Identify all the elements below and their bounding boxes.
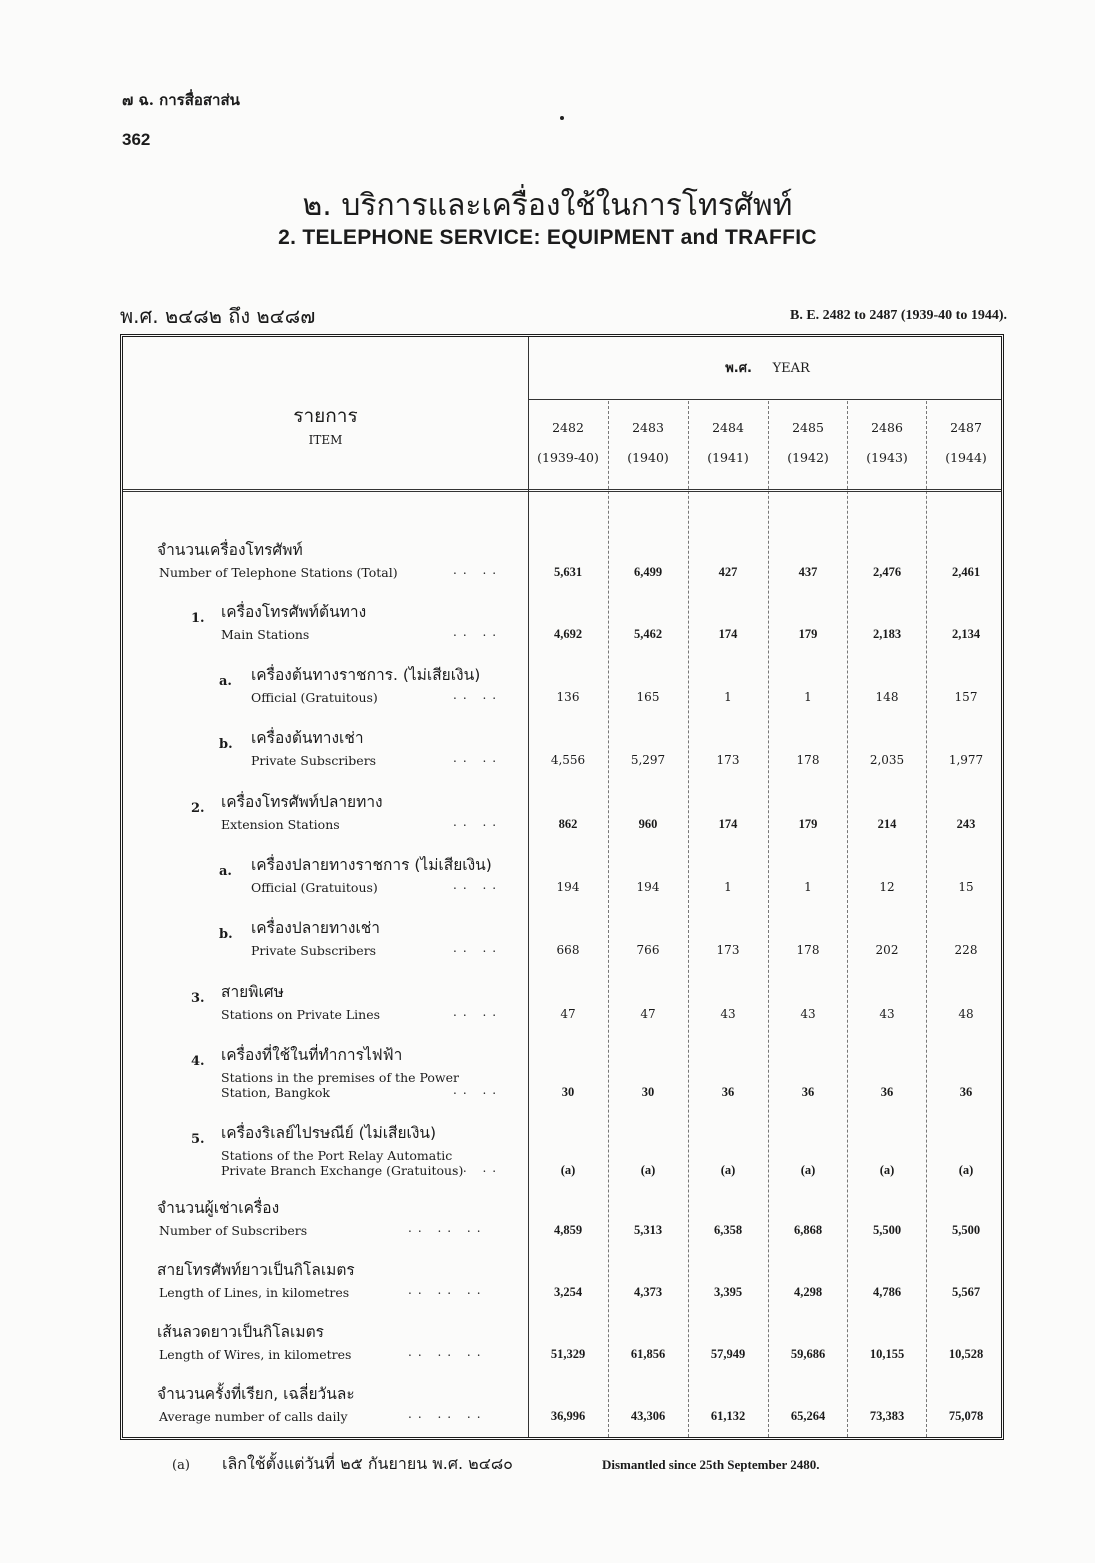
table-cell: 48	[958, 1007, 974, 1021]
column-divider	[608, 401, 609, 1437]
table-cell: 4,298	[793, 1285, 823, 1299]
table-cell: 179	[798, 817, 818, 831]
table-cell: 178	[796, 943, 820, 957]
row-label-english: Official (Gratuitous)	[251, 880, 378, 895]
row-label-english: Private Subscribers	[251, 753, 377, 768]
table-cell: 12	[879, 880, 895, 894]
table-cell: 2,134	[951, 627, 981, 641]
period-thai: พ.ศ. ๒๔๘๒ ถึง ๒๔๘๗	[120, 304, 316, 328]
table-cell: 148	[875, 690, 899, 704]
table-cell: 178	[796, 753, 820, 767]
table-cell: 73,383	[869, 1409, 905, 1423]
title-english: 2. TELEPHONE SERVICE: EQUIPMENT and TRAFFIC	[278, 226, 817, 249]
row-label-english: Length of Lines, in kilometres	[159, 1285, 350, 1300]
year-ce: (1943)	[866, 450, 908, 465]
title-thai: ๒. บริการและเครื่องใช้ในการโทรศัพท์	[302, 188, 793, 223]
table-cell: 5,567	[951, 1285, 981, 1299]
row-label-thai: เครื่องโทรศัพท์ปลายทาง	[221, 793, 383, 811]
table-cell: 59,686	[790, 1347, 826, 1361]
table-cell: 15	[958, 880, 974, 894]
row-label-thai: สายโทรศัพท์ยาวเป็นกิโลเมตร	[157, 1261, 355, 1279]
year-ce: (1942)	[787, 450, 829, 465]
table-cell: 5,500	[951, 1223, 981, 1237]
table-cell: 214	[877, 817, 897, 831]
table-cell: 57,949	[710, 1347, 746, 1361]
table-cell: 202	[875, 943, 899, 957]
column-divider	[926, 401, 927, 1437]
row-label-english-continued: Station, Bangkok	[221, 1085, 330, 1100]
table-cell: (a)	[879, 1163, 895, 1177]
year-header-thai: พ.ศ.	[725, 361, 752, 376]
row-label-english: Stations of the Port Relay Automatic	[221, 1148, 453, 1163]
table-cell: 165	[636, 690, 660, 704]
table-cell: 136	[556, 690, 580, 704]
table-cell: 6,868	[793, 1223, 823, 1237]
table-cell: 179	[798, 627, 818, 641]
table-cell: 5,631	[553, 565, 583, 579]
table-cell: 194	[556, 880, 580, 894]
row-label-thai: เครื่องปลายทางราชการ (ไม่เสียเงิน)	[251, 856, 492, 874]
table-cell: 36,996	[550, 1409, 586, 1423]
period-english: B. E. 2482 to 2487 (1939-40 to 1944).	[790, 308, 1007, 323]
column-divider	[847, 401, 848, 1437]
table-cell: 173	[716, 753, 740, 767]
table-cell: 6,499	[633, 565, 663, 579]
table-cell: 47	[640, 1007, 656, 1021]
table-cell: 30	[561, 1085, 575, 1099]
table-cell: 6,358	[713, 1223, 743, 1237]
year-column-2487	[926, 413, 1006, 473]
row-number: b.	[219, 927, 233, 942]
table-cell: (a)	[560, 1163, 576, 1177]
row-label-thai: เครื่องที่ใช้ในที่ทำการไฟฟ้า	[221, 1046, 403, 1064]
footnote-thai: เลิกใช้ตั้งแต่วันที่ ๒๕ กันยายน พ.ศ. ๒๔๘๐	[222, 1454, 513, 1473]
table-cell: 43	[720, 1007, 736, 1021]
table-cell: 43,306	[630, 1409, 666, 1423]
table-cell: 1	[804, 690, 812, 704]
year-column-2483	[608, 413, 688, 473]
leader-dots: .. ..	[453, 1005, 503, 1019]
telephone-statistics-table	[120, 334, 1004, 1440]
page-number: 362	[122, 130, 151, 149]
row-number: 2.	[191, 801, 205, 816]
leader-dots: .. ..	[453, 1083, 503, 1097]
year-be: 2487	[950, 420, 982, 435]
row-label-english: Average number of calls daily	[159, 1409, 348, 1424]
row-number: 4.	[191, 1054, 205, 1069]
leader-dots: .. ..	[453, 563, 503, 577]
table-cell: 30	[641, 1085, 655, 1099]
year-be: 2482	[552, 420, 584, 435]
table-cell: 960	[638, 817, 658, 831]
row-number: 3.	[191, 991, 205, 1006]
row-label-thai: เครื่องต้นทางราชการ. (ไม่เสียเงิน)	[251, 666, 481, 684]
year-be: 2485	[792, 420, 824, 435]
print-speck	[560, 116, 564, 120]
footnote-english: Dismantled since 25th September 2480.	[602, 1457, 820, 1472]
table-cell: 10,528	[948, 1347, 984, 1361]
table-cell: 437	[798, 565, 818, 579]
table-cell: 2,035	[869, 753, 905, 767]
table-cell: 61,856	[630, 1347, 666, 1361]
table-cell: 3,254	[553, 1285, 583, 1299]
leader-dots: .. .. ..	[408, 1283, 487, 1297]
table-cell: 174	[718, 817, 738, 831]
leader-dots: .. .. ..	[408, 1345, 487, 1359]
year-column-2485	[768, 413, 848, 473]
table-cell: 228	[954, 943, 978, 957]
table-cell: (a)	[958, 1163, 974, 1177]
table-cell: (a)	[640, 1163, 656, 1177]
year-ce: (1940)	[627, 450, 669, 465]
year-column-2484	[688, 413, 768, 473]
table-cell: 4,786	[872, 1285, 902, 1299]
year-ce: (1944)	[945, 450, 987, 465]
table-cell: 51,329	[550, 1347, 586, 1361]
year-column-2486	[847, 413, 927, 473]
table-cell: 5,313	[633, 1223, 663, 1237]
table-cell: (a)	[800, 1163, 816, 1177]
table-cell: 4,373	[633, 1285, 663, 1299]
table-cell: 427	[718, 565, 738, 579]
row-label-thai: เครื่องปลายทางเช่า	[251, 919, 381, 937]
table-cell: 5,462	[633, 627, 663, 641]
table-cell: 3,395	[713, 1285, 743, 1299]
header-bottom-rule	[123, 489, 1001, 492]
section-label: ๗ ฉ. การสื่อสาส่น	[122, 91, 240, 109]
row-number: 1.	[191, 611, 205, 626]
table-cell: 2,461	[951, 565, 981, 579]
row-label-thai: จำนวนครั้งที่เรียก, เฉลี่ยวันละ	[157, 1385, 355, 1403]
table-cell: 862	[558, 817, 578, 831]
year-header-english: YEAR	[772, 361, 810, 376]
column-divider	[688, 401, 689, 1437]
table-cell: 65,264	[790, 1409, 826, 1423]
year-column-2482	[528, 413, 608, 473]
row-label-thai: เครื่องโทรศัพท์ต้นทาง	[221, 603, 367, 621]
year-be: 2483	[632, 420, 664, 435]
table-cell: 47	[560, 1007, 576, 1021]
table-cell: 10,155	[869, 1347, 905, 1361]
table-cell: 766	[636, 943, 660, 957]
row-label-english: Stations in the premises of the Power	[221, 1070, 459, 1085]
item-header	[123, 401, 528, 447]
item-header-english: ITEM	[308, 433, 343, 447]
row-label-english: Stations on Private Lines	[221, 1007, 381, 1022]
row-label-thai: เครื่องริเลย์ไปรษณีย์ (ไม่เสียเงิน)	[221, 1124, 437, 1142]
year-be: 2484	[712, 420, 744, 435]
table-cell: 4,556	[550, 753, 586, 767]
item-header-thai: รายการ	[293, 405, 358, 427]
row-label-english: Extension Stations	[221, 817, 340, 832]
table-cell: 243	[956, 817, 976, 831]
row-number: a.	[219, 674, 232, 689]
table-cell: (a)	[720, 1163, 736, 1177]
year-ce: (1941)	[707, 450, 749, 465]
row-label-english-continued: Private Branch Exchange (Gratuitous)	[221, 1163, 464, 1178]
table-cell: 61,132	[710, 1409, 746, 1423]
leader-dots: .. .. ..	[408, 1221, 487, 1235]
table-cell: 5,500	[872, 1223, 902, 1237]
table-cell: 36	[721, 1085, 735, 1099]
table-cell: 43	[800, 1007, 816, 1021]
leader-dots: .. ..	[453, 688, 503, 702]
table-cell: 43	[879, 1007, 895, 1021]
row-label-thai: จำนวนเครื่องโทรศัพท์	[157, 541, 303, 559]
row-label-english: Number of Subscribers	[159, 1223, 308, 1238]
table-cell: 75,078	[948, 1409, 984, 1423]
header-divider	[528, 399, 1001, 400]
row-label-english: Length of Wires, in kilometres	[159, 1347, 352, 1362]
year-header	[528, 357, 1007, 378]
table-cell: 36	[880, 1085, 894, 1099]
year-be: 2486	[871, 420, 903, 435]
table-cell: 1	[804, 880, 812, 894]
table-cell: 194	[636, 880, 660, 894]
row-label-english: Private Subscribers	[251, 943, 377, 958]
row-label-english: Official (Gratuitous)	[251, 690, 378, 705]
table-cell: 2,476	[872, 565, 902, 579]
leader-dots: .. ..	[453, 1161, 503, 1175]
table-cell: 4,692	[553, 627, 583, 641]
leader-dots: .. ..	[453, 815, 503, 829]
leader-dots: .. ..	[453, 625, 503, 639]
table-cell: 174	[718, 627, 738, 641]
table-cell: 5,297	[630, 753, 666, 767]
table-cell: 1	[724, 690, 732, 704]
row-label-english: Number of Telephone Stations (Total)	[159, 565, 398, 580]
table-cell: 668	[556, 943, 580, 957]
leader-dots: .. ..	[453, 878, 503, 892]
leader-dots: .. ..	[453, 751, 503, 765]
row-number: a.	[219, 864, 232, 879]
row-label-thai: จำนวนผู้เช่าเครื่อง	[157, 1199, 280, 1217]
year-ce: (1939-40)	[537, 450, 599, 465]
column-divider	[768, 401, 769, 1437]
table-cell: 2,183	[872, 627, 902, 641]
table-cell: 173	[716, 943, 740, 957]
table-cell: 36	[801, 1085, 815, 1099]
row-label-english: Main Stations	[221, 627, 310, 642]
row-number: 5.	[191, 1132, 205, 1147]
footnote-mark: (a)	[172, 1458, 190, 1473]
row-label-thai: สายพิเศษ	[221, 983, 284, 1001]
row-label-thai: เครื่องต้นทางเช่า	[251, 729, 364, 747]
row-number: b.	[219, 737, 233, 752]
leader-dots: .. .. ..	[408, 1407, 487, 1421]
table-cell: 4,859	[553, 1223, 583, 1237]
table-cell: 1	[724, 880, 732, 894]
table-cell: 157	[954, 690, 978, 704]
table-cell: 1,977	[948, 753, 984, 767]
table-cell: 36	[959, 1085, 973, 1099]
row-label-thai: เส้นลวดยาวเป็นกิโลเมตร	[157, 1323, 324, 1341]
leader-dots: .. ..	[453, 941, 503, 955]
